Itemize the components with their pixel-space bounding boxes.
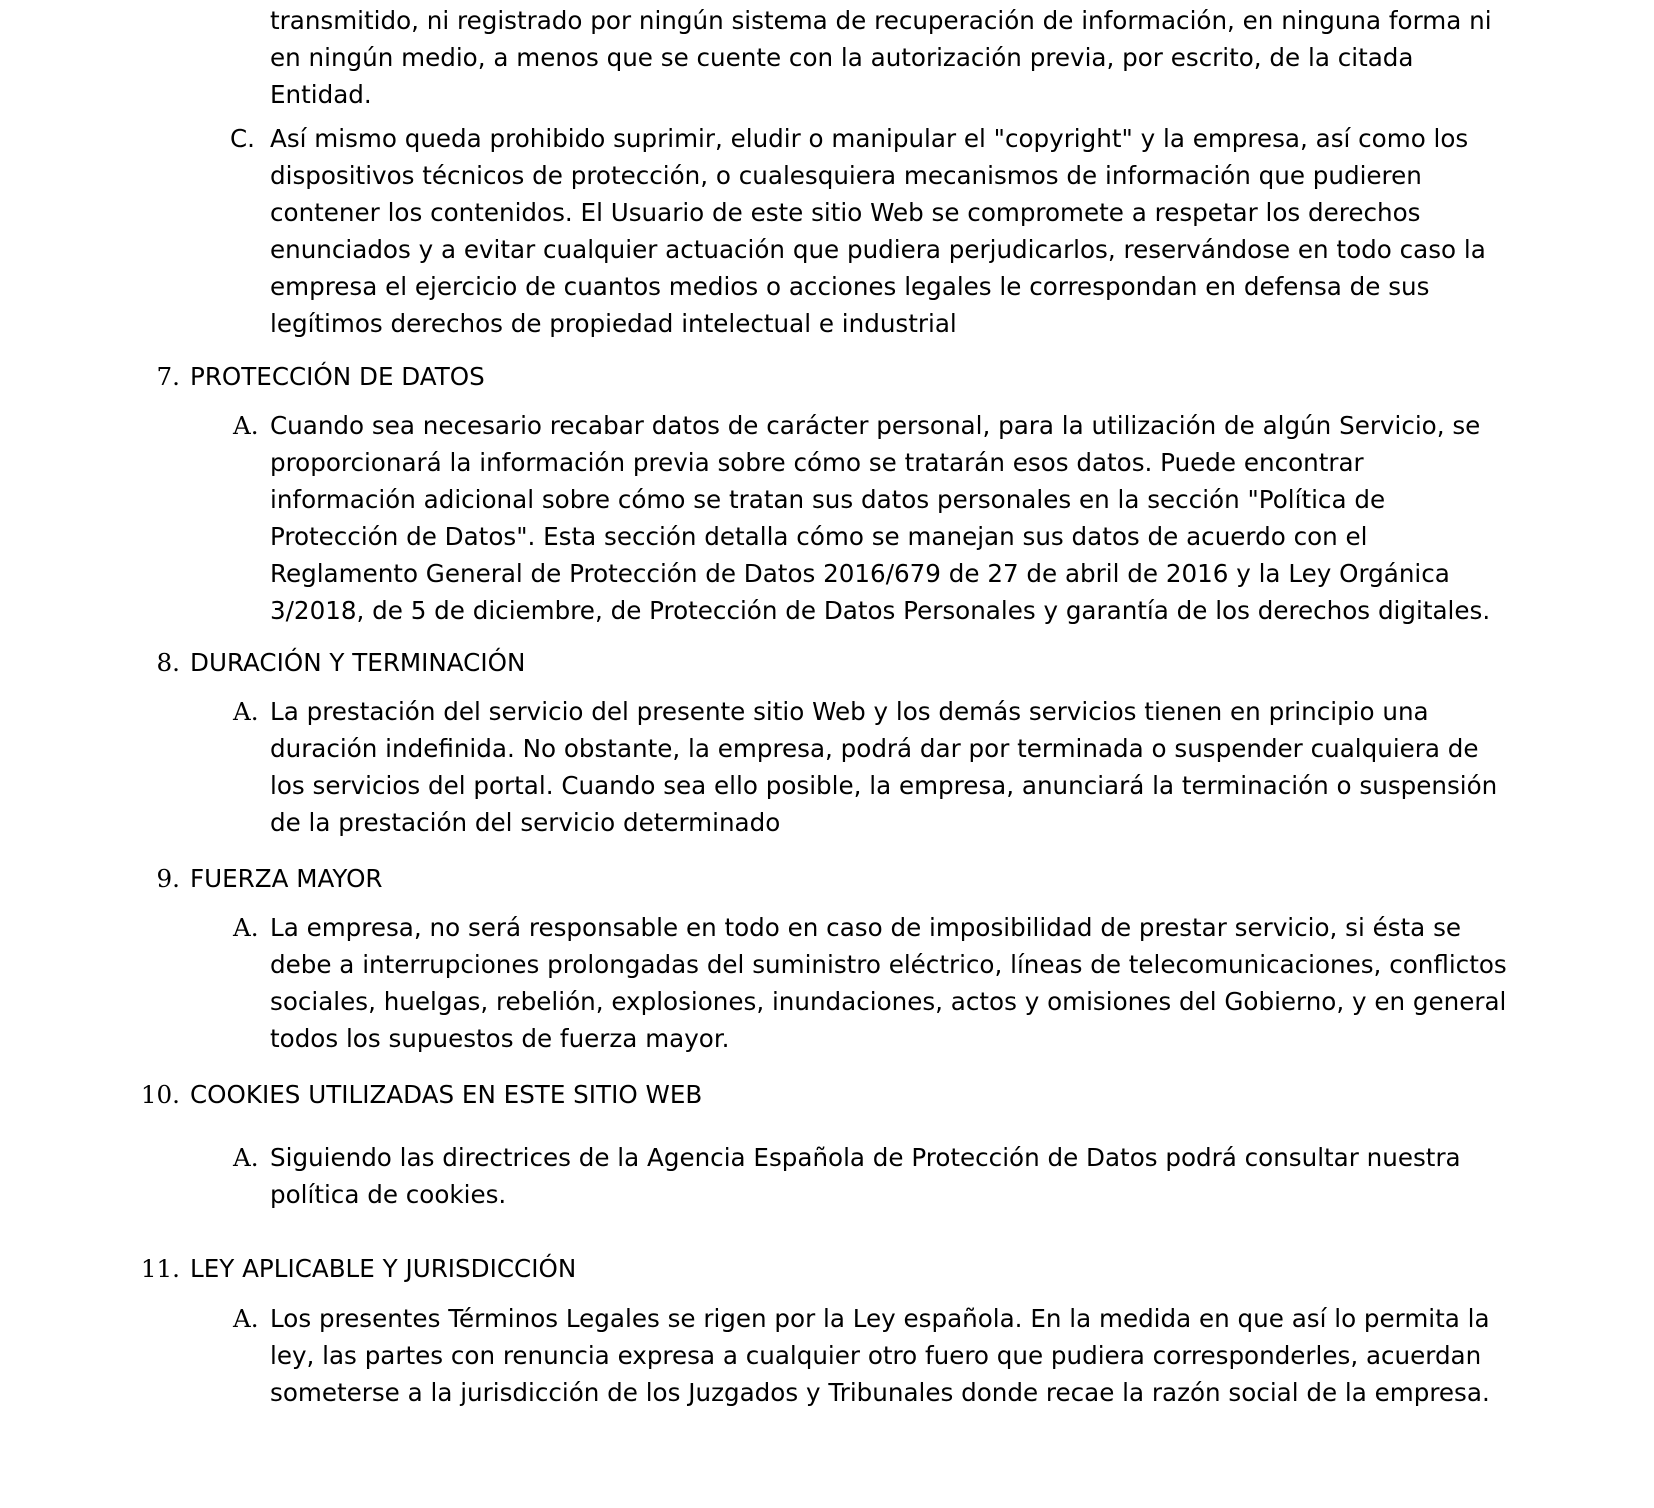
section-7-number: 7.: [156, 362, 180, 391]
text-line: información adicional sobre cómo se tratan sus datos personales en la sección "Política de: [270, 485, 1386, 514]
item-c-marker: C.: [230, 124, 255, 153]
section-9-number: 9.: [156, 864, 180, 893]
text-line: en ningún medio, a menos que se cuente con la autorización previa, por escrito, de la citada: [270, 43, 1414, 72]
section-8-number: 8.: [156, 648, 180, 677]
item-c-paragraph: [270, 120, 1500, 342]
text-line: 3/2018, de 5 de diciembre, de Protección de Datos Personales y garantía de los derechos digitales.: [270, 596, 1491, 625]
section-7-title: PROTECCIÓN DE DATOS: [190, 362, 485, 391]
text-line: La empresa, no será responsable en todo en caso de imposibilidad de prestar servicio, si ésta se: [270, 913, 1462, 942]
section-7-item-a-paragraph: [270, 407, 1500, 629]
text-line: proporcionará la información previa sobre cómo se tratarán esos datos. Puede encontrar: [270, 448, 1364, 477]
text-line: de la prestación del servicio determinado: [270, 808, 781, 837]
section-11-title: LEY APLICABLE Y JURISDICCIÓN: [190, 1254, 577, 1283]
section-8-title: DURACIÓN Y TERMINACIÓN: [190, 648, 526, 677]
item-b-continuation: [270, 2, 1500, 113]
text-line: contener los contenidos. El Usuario de este sitio Web se compromete a respetar los derechos: [270, 198, 1421, 227]
section-9-item-a-paragraph: [270, 909, 1507, 1057]
text-line: los servicios del portal. Cuando sea ello posible, la empresa, anunciará la terminación o suspensión: [270, 771, 1498, 800]
section-10-number: 10.: [140, 1080, 180, 1109]
text-line: Los presentes Términos Legales se rigen por la Ley española. En la medida en que así lo permita la: [270, 1304, 1490, 1333]
text-line: duración indefinida. No obstante, la empresa, podrá dar por terminada o suspender cualquiera de: [270, 734, 1479, 763]
text-line: enunciados y a evitar cualquier actuación que pudiera perjudicarlos, reservándose en todo caso la: [270, 235, 1486, 264]
section-8-item-a-marker: A.: [233, 697, 259, 726]
section-9-title: FUERZA MAYOR: [190, 864, 383, 893]
text-line: Cuando sea necesario recabar datos de carácter personal, para la utilización de algún Servicio, se: [270, 411, 1481, 440]
text-line: ley, las partes con renuncia expresa a cualquier otro fuero que pudiera corresponderles, acuerdan: [270, 1341, 1482, 1370]
section-11-number: 11.: [140, 1254, 180, 1283]
text-line: legítimos derechos de propiedad intelectual e industrial: [270, 309, 957, 338]
text-line: sociales, huelgas, rebelión, explosiones, inundaciones, actos y omisiones del Gobierno, y en general: [270, 987, 1507, 1016]
text-line: todos los supuestos de fuerza mayor.: [270, 1024, 730, 1053]
section-10-title: COOKIES UTILIZADAS EN ESTE SITIO WEB: [190, 1080, 703, 1109]
text-line: debe a interrupciones prolongadas del suministro eléctrico, líneas de telecomunicaciones, conflictos: [270, 950, 1507, 979]
text-line: Entidad.: [270, 80, 372, 109]
text-line: La prestación del servicio del presente sitio Web y los demás servicios tienen en principio una: [270, 697, 1429, 726]
section-10-item-a-paragraph: [270, 1139, 1500, 1213]
section-9-item-a-marker: A.: [233, 913, 259, 942]
text-line: empresa el ejercicio de cuantos medios o acciones legales le correspondan en defensa de sus: [270, 272, 1430, 301]
text-line: Reglamento General de Protección de Datos 2016/679 de 27 de abril de 2016 y la Ley Orgánica: [270, 559, 1450, 588]
text-line: Siguiendo las directrices de la Agencia Española de Protección de Datos podrá consultar nuestra: [270, 1143, 1461, 1172]
text-line: transmitido, ni registrado por ningún sistema de recuperación de información, en ninguna forma ni: [270, 6, 1492, 35]
section-8-item-a-paragraph: [270, 693, 1500, 841]
text-line: someterse a la jurisdicción de los Juzgados y Tribunales donde recae la razón social de la empresa.: [270, 1378, 1490, 1407]
text-line: Así mismo queda prohibido suprimir, eludir o manipular el "copyright" y la empresa, así como los: [270, 124, 1469, 153]
section-11-item-a-paragraph: [270, 1300, 1500, 1411]
text-line: dispositivos técnicos de protección, o cualesquiera mecanismos de información que pudieren: [270, 161, 1422, 190]
text-line: Protección de Datos". Esta sección detalla cómo se manejan sus datos de acuerdo con el: [270, 522, 1368, 551]
section-7-item-a-marker: A.: [233, 411, 259, 440]
section-10-item-a-marker: A.: [233, 1143, 259, 1172]
section-11-item-a-marker: A.: [233, 1304, 259, 1333]
text-line: política de cookies.: [270, 1180, 507, 1209]
